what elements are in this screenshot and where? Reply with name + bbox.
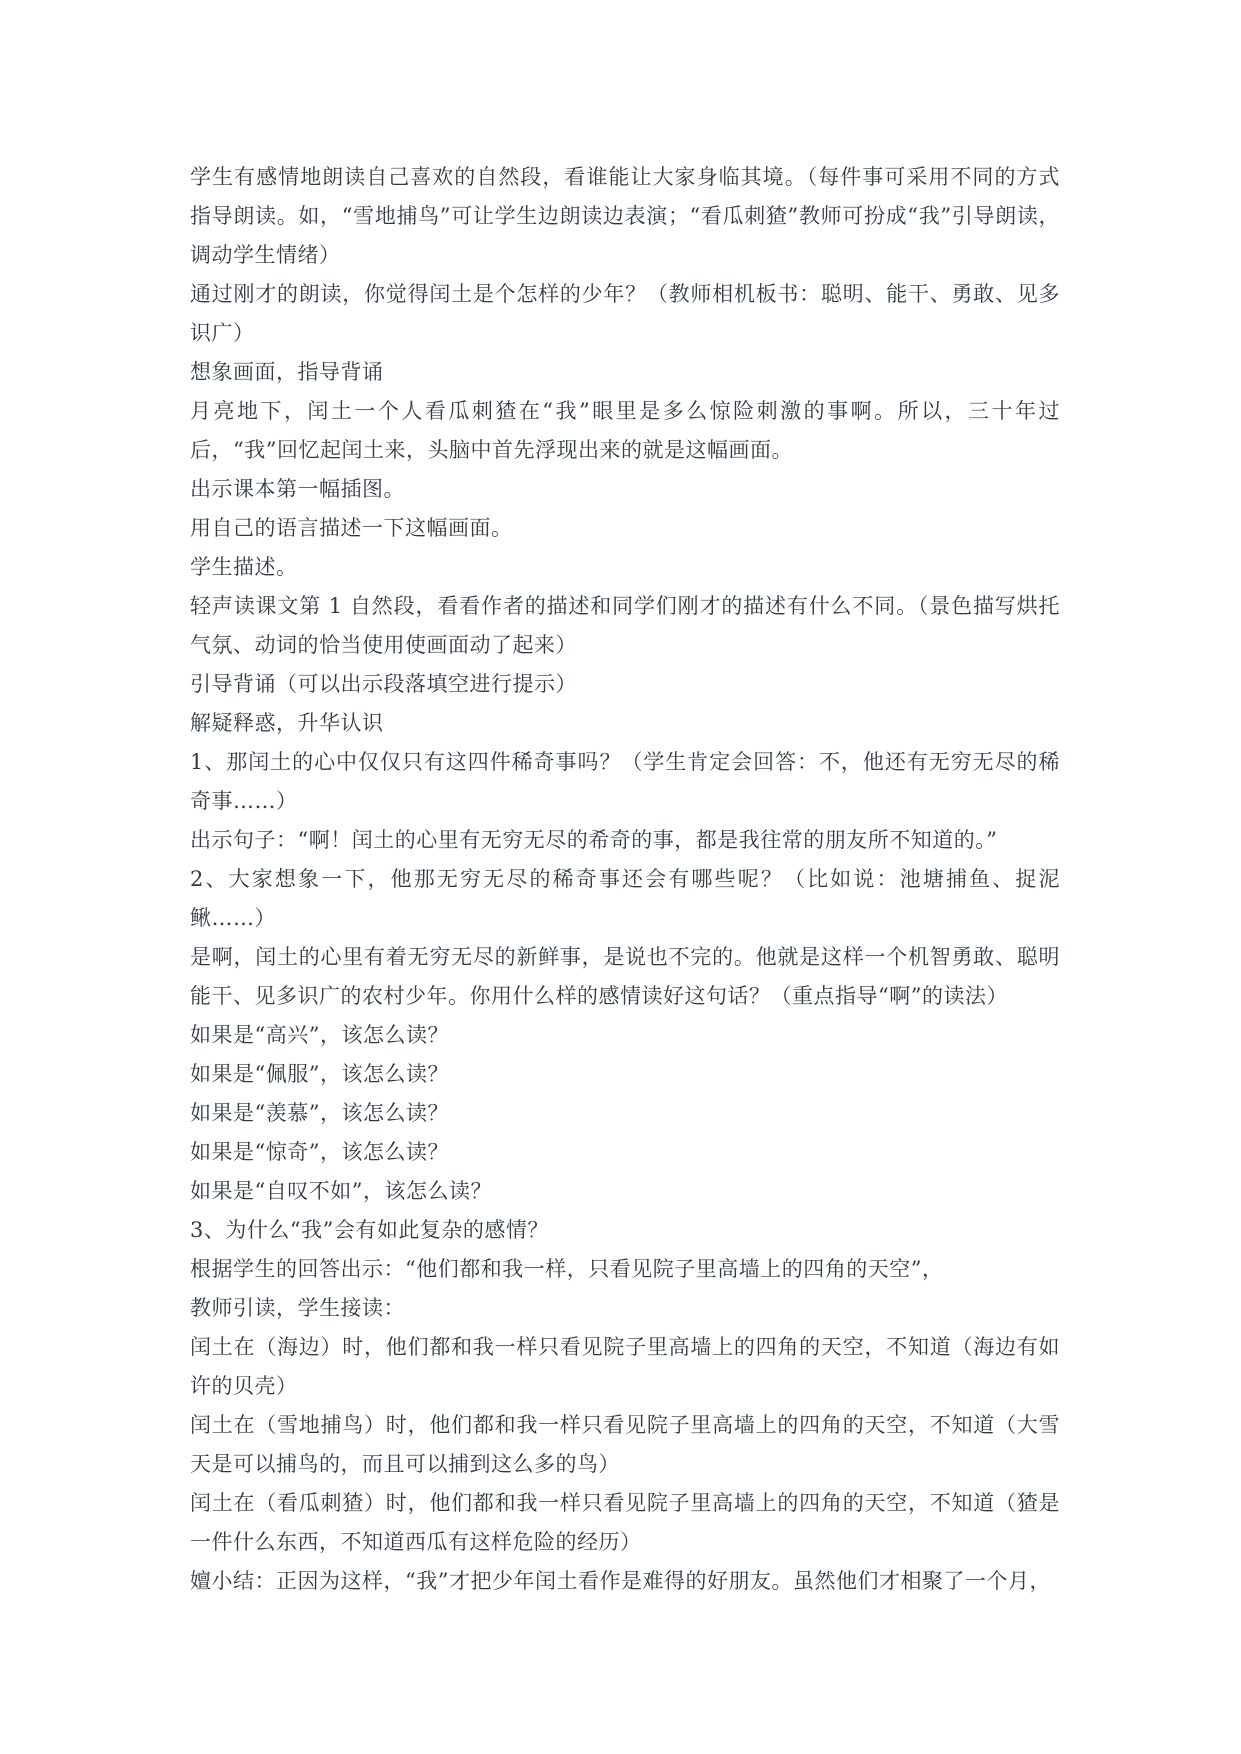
document-body — [190, 158, 1060, 1601]
paragraph: 如果是“羡慕”，该怎么读？ — [190, 1101, 449, 1125]
paragraph: 闰土在（看瓜刺猹）时，他们都和我一样只看见院子里高墙上的四角的天空，不知道（猹是一件什么东西，不知道西瓜有这样危险的经历） — [190, 1491, 1060, 1554]
paragraph: 2、大家想象一下，他那无穷无尽的稀奇事还会有哪些呢？（比如说：池塘捕鱼、捉泥鳅……） — [190, 867, 1060, 930]
paragraph: 月亮地下，闰土一个人看瓜刺猹在“我”眼里是多么惊险刺激的事啊。所以，三十年过后，“我”回忆起闰土来，头脑中首先浮现出来的就是这幅画面。 — [190, 399, 1060, 462]
paragraph: 用自己的语言描述一下这幅画面。 — [190, 516, 513, 540]
paragraph: 学生有感情地朗读自己喜欢的自然段，看谁能让大家身临其境。（每件事可采用不同的方式指导朗读。如，“雪地捕鸟”可让学生边朗读边表演；“看瓜刺猹”教师可扮成“我”引导朗读，调动学生情绪） — [190, 165, 1060, 267]
paragraph: 轻声读课文第 1 自然段，看看作者的描述和同学们刚才的描述有什么不同。（景色描写烘托气氛、动词的恰当使用使画面动了起来） — [190, 594, 1060, 657]
paragraph: 嬗小结：正因为这样，“我”才把少年闰土看作是难得的好朋友。虽然他们才相聚了一个月， — [190, 1569, 1051, 1593]
paragraph: 出示课本第一幅插图。 — [190, 477, 405, 501]
paragraph: 1、那闰土的心中仅仅只有这四件稀奇事吗？（学生肯定会回答：不，他还有无穷无尽的稀奇事……） — [190, 750, 1060, 813]
paragraph: 教师引读，学生接读： — [190, 1296, 405, 1320]
paragraph: 如果是“高兴”，该怎么读？ — [190, 1023, 449, 1047]
paragraph: 3、为什么“我”会有如此复杂的感情？ — [190, 1218, 549, 1242]
paragraph: 如果是“自叹不如”，该怎么读？ — [190, 1179, 492, 1203]
paragraph: 学生描述。 — [190, 555, 298, 579]
paragraph: 闰土在（雪地捕鸟）时，他们都和我一样只看见院子里高墙上的四角的天空，不知道（大雪天是可以捕鸟的，而且可以捕到这么多的鸟） — [190, 1413, 1060, 1476]
paragraph: 根据学生的回答出示：“他们都和我一样，只看见院子里高墙上的四角的天空”， — [190, 1257, 944, 1281]
paragraph: 是啊，闰土的心里有着无穷无尽的新鲜事，是说也不完的。他就是这样一个机智勇敢、聪明能干、见多识广的农村少年。你用什么样的感情读好这句话？（重点指导“啊”的读法） — [190, 945, 1060, 1008]
paragraph: 如果是“惊奇”，该怎么读？ — [190, 1140, 449, 1164]
section-heading: 想象画面，指导背诵 — [190, 360, 384, 384]
paragraph: 通过刚才的朗读，你觉得闰土是个怎样的少年？（教师相机板书：聪明、能干、勇敢、见多识广） — [190, 282, 1060, 345]
paragraph: 闰土在（海边）时，他们都和我一样只看见院子里高墙上的四角的天空，不知道（海边有如许的贝壳） — [190, 1335, 1060, 1398]
paragraph: 如果是“佩服”，该怎么读？ — [190, 1062, 449, 1086]
paragraph: 引导背诵（可以出示段落填空进行提示） — [190, 672, 577, 696]
section-heading: 解疑释惑，升华认识 — [190, 711, 384, 735]
paragraph: 出示句子：“啊！闰土的心里有无穷无尽的希奇的事，都是我往常的朋友所不知道的。” — [190, 828, 998, 852]
